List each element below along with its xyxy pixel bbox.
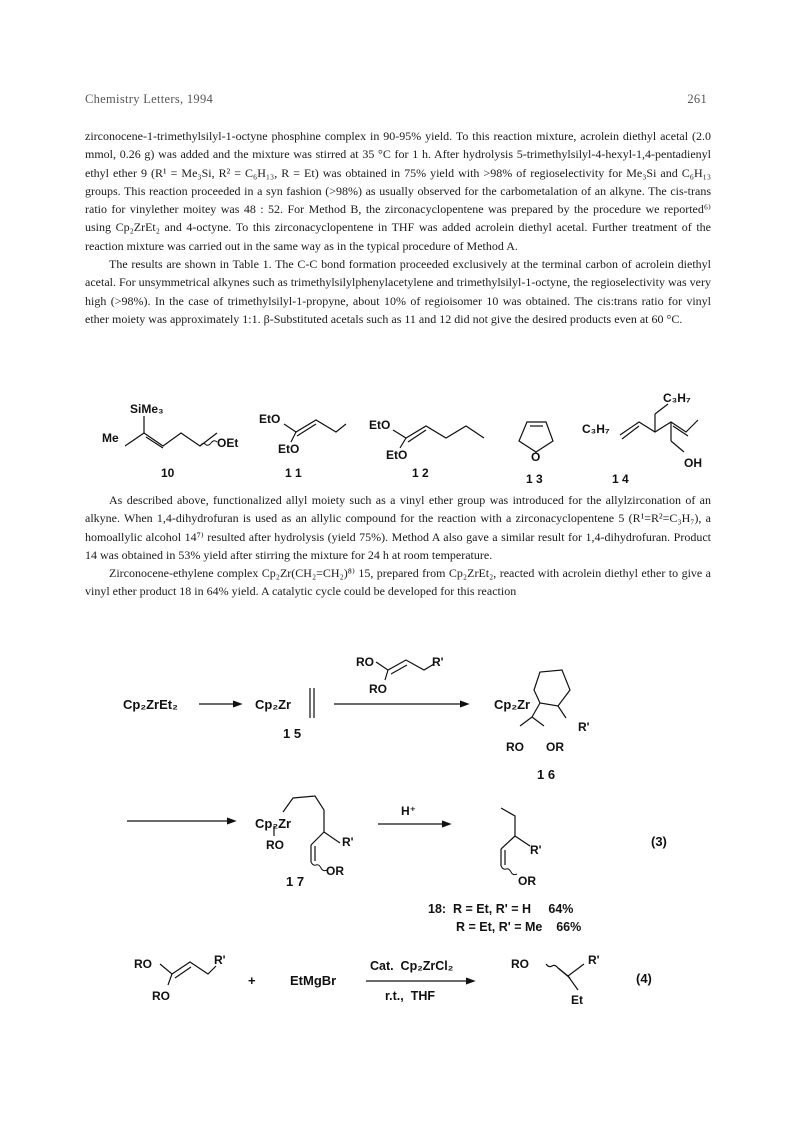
scheme3-r-16: R' xyxy=(578,720,590,734)
c10-me: Me xyxy=(102,431,119,445)
running-header-journal: Chemistry Letters, 1994 xyxy=(85,92,214,106)
c10-label: 10 xyxy=(161,466,175,480)
c12-eto-1: EtO xyxy=(369,418,391,432)
c11-label: 1 1 xyxy=(285,466,302,480)
scheme3-or-17: OR xyxy=(326,864,344,878)
c10-sime3: SiMe₃ xyxy=(130,402,164,416)
scheme3-result-line-2: R = Et, R' = Me 66% xyxy=(456,920,582,934)
c14-c3h7-left: C₃H₇ xyxy=(582,422,610,436)
c10-oet: OEt xyxy=(217,436,239,450)
scheme4-ro-2: RO xyxy=(152,989,170,1003)
scheme3-cp2zr-17: Cp₂Zr xyxy=(255,816,292,831)
page-number: 261 xyxy=(687,92,707,106)
paragraph-4: Zirconocene-ethylene complex Cp₂Zr(CH₂=CH₂)⁸⁾ 15, prepared from Cp₂ZrEt₂, reacted with acrolein diethyl ether to give a vinyl ether product 18 in 64% yield. A catalytic cycle could be developed for this reaction xyxy=(85,566,711,599)
scheme4-product-et: Et xyxy=(571,993,583,1007)
scheme4-plus: + xyxy=(248,973,256,988)
c12-eto-2: EtO xyxy=(386,448,408,462)
scheme4-equation-number: (4) xyxy=(636,971,652,986)
c12-label: 1 2 xyxy=(412,466,429,480)
scheme3-cp2zr-16: Cp₂Zr xyxy=(494,697,531,712)
scheme3-reagent-r: R' xyxy=(432,655,444,669)
scheme4-r: R' xyxy=(214,953,226,967)
scheme3-h-plus: H⁺ xyxy=(401,804,416,818)
scheme3-reagent-ro-1: RO xyxy=(356,655,374,669)
c11-eto-1: EtO xyxy=(259,412,281,426)
scheme3-label-17: 1 7 xyxy=(286,874,305,889)
c14-label: 1 4 xyxy=(612,472,629,486)
scheme4-product-ro: RO xyxy=(511,957,529,971)
scheme4-grignard: EtMgBr xyxy=(290,973,337,988)
scheme3-r-18: R' xyxy=(530,843,542,857)
scheme3-result-line-1: 18: R = Et, R' = H 64% xyxy=(428,902,574,916)
scheme3-ro-17: RO xyxy=(266,838,284,852)
c14-oh: OH xyxy=(684,456,702,470)
scheme3-cp2zr-15: Cp₂Zr xyxy=(255,697,292,712)
scheme4-conditions: r.t., THF xyxy=(385,989,435,1003)
scheme3-reagent-ro-2: RO xyxy=(369,682,387,696)
paragraph-2: The results are shown in Table 1. The C-C bond formation proceeded exclusively at the terminal carbon of acrolein diethyl acetal. For unsymmetrical alkynes such as trimethylsilylphenylacetylene and trimethylsilyl-1-octyne, the regioselectivity was very high (>98%). In the case of trimethylsilyl-1-propyne, about 10% of regioisomer 10 was obtained. The cis:trans ratio for vinyl ether moiety was approximately 1:1. β-Substituted acetals such as 11 and 12 did not give the desired products even at 60 °C. xyxy=(85,257,711,326)
scheme3-ro-16: RO xyxy=(506,740,524,754)
scheme4-product-r: R' xyxy=(588,953,600,967)
paragraph-1: zirconocene-1-trimethylsilyl-1-octyne phosphine complex in 90-95% yield. To this reaction mixture, acrolein diethyl acetal (2.0 mmol, 0.26 g) was added and the mixture was stirred at 35 °C for 1 h. After hydrolysis 5-trimethylsilyl-4-hexyl-1,4-pentadienyl ethyl ether 9 (R¹ = Me₃Si, R² = C₆H₁₃, R = Et) was obtained in 75% yield with >98% of regioselectivity for Me₃Si and C₆H₁₃ groups. This reaction proceeded in a syn fashion (>98%) as usually observed for the carbometalation of an alkyne. The cis-trans ratio for vinylether moitey was 48 : 52. For Method B, the zirconacyclopentene was prepared by the procedure we reported⁶⁾ using Cp₂ZrEt₂ and 4-octyne. To this zirconacyclopentene in THF was added acrolein diethyl acetal. Further treatment of the reaction mixture was carried out in the same way as in the typical procedure of Method A. xyxy=(85,129,711,253)
scheme3-label-16: 1 6 xyxy=(537,767,556,782)
scheme4-catalyst: Cat. Cp₂ZrCl₂ xyxy=(370,959,454,973)
c13-oxygen: O xyxy=(531,450,541,464)
scheme3-start: Cp₂ZrEt₂ xyxy=(123,697,178,712)
c11-eto-2: EtO xyxy=(278,442,300,456)
paragraph-3: As described above, functionalized allyl moiety such as a vinyl ether group was introduced for the allylzirconation of an alkyne. When 1,4-dihydrofuran is used as an allylic compound for the reaction with a zirconacyclopentene 5 (R¹=R²=C₃H₇), a homoallylic alcohol 14⁷⁾ resulted after hydrolysis (yield 75%). Method A also gave a similar result for 1,4-dihydrofuran. Product 14 was obtained in 53% yield after stirring the mixture for 24 h at room temperature. xyxy=(85,493,711,562)
scheme4-ro-1: RO xyxy=(134,957,152,971)
scheme3-or-16: OR xyxy=(546,740,564,754)
scheme3-equation-number: (3) xyxy=(651,834,667,849)
c13-label: 1 3 xyxy=(526,472,543,486)
scheme3-or-18: OR xyxy=(518,874,536,888)
c14-c3h7-top: C₃H₇ xyxy=(663,391,691,405)
scheme3-label-15: 1 5 xyxy=(283,726,302,741)
scheme3-r-17: R' xyxy=(342,835,354,849)
